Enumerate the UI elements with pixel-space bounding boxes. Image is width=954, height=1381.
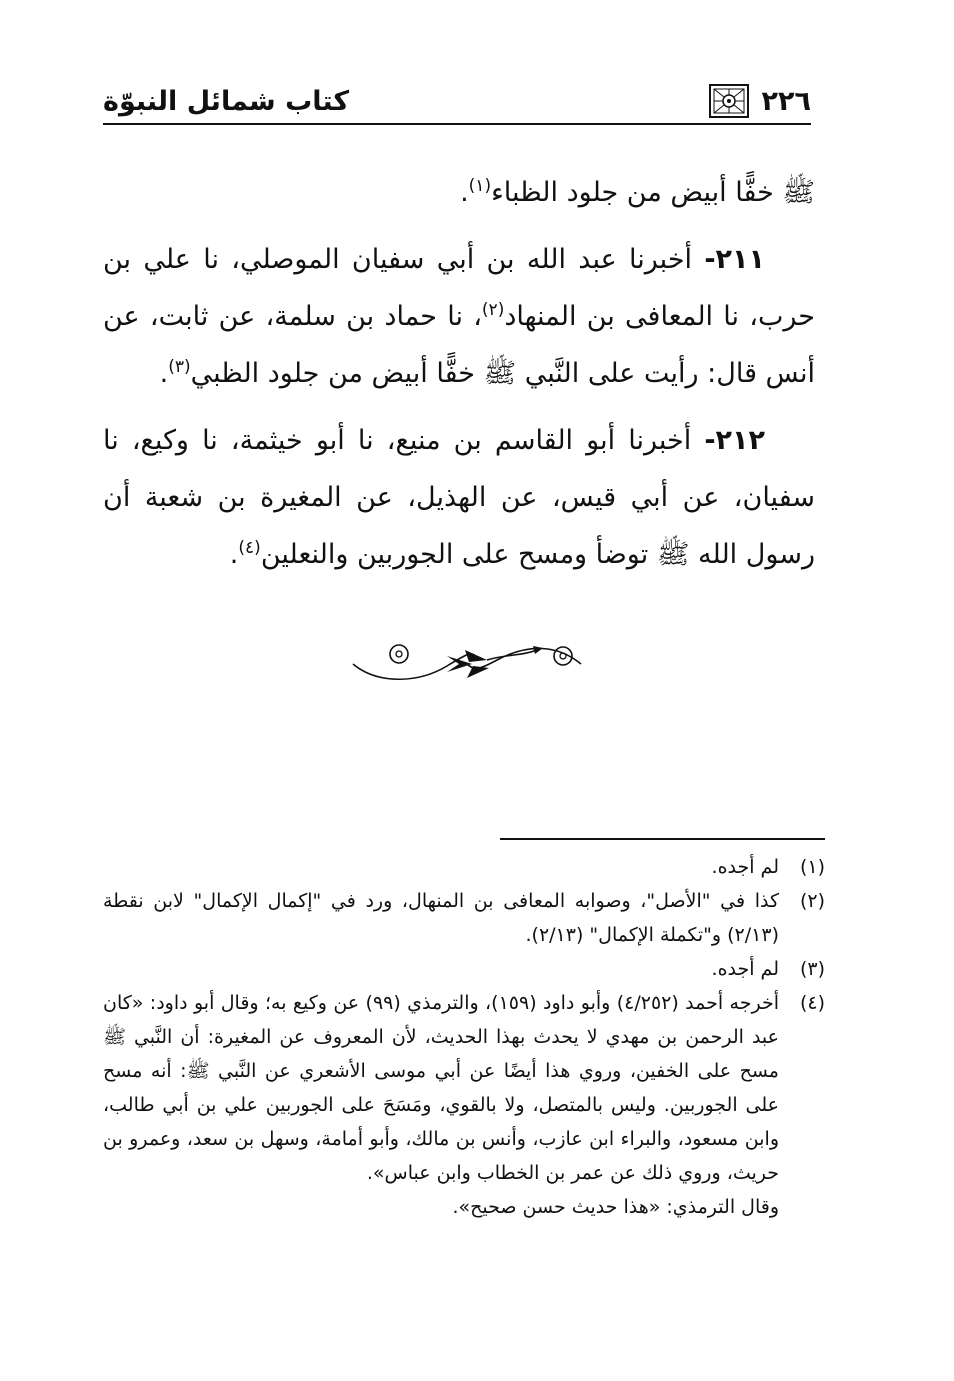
page-header [103, 82, 811, 122]
paragraph-1 [103, 164, 815, 221]
footnotes [103, 850, 825, 1224]
footnote-number: (٤) [799, 992, 825, 1014]
book-title: كتاب شمائل النبوّة [103, 86, 350, 117]
footnote-2 [103, 884, 825, 952]
paragraph-1-text: ﷺ خفًّا أبيض من جلود الظباء [491, 177, 815, 208]
footnote-text: لم أجده. [711, 856, 779, 878]
footnote-3 [103, 952, 825, 986]
section-divider-ornament-icon [347, 636, 587, 692]
footnote-number: (٢) [799, 890, 825, 912]
hadith-212-end: . [229, 539, 239, 570]
footnote-text: أخرجه أحمد (٤/٢٥٢) وأبو داود (١٥٩)، والترمذي (٩٩) عن وكيع به؛ وقال أبو داود: «كان عبد الرحمن بن مهدي لا يحدث بهذا الحديث، لأن المعروف عن المغيرة: أن النَّبي ﷺ مسح على الخفين، وروي هذا أيضًا عن أبي موسى الأشعري عن النَّبي ﷺ: أنه مسح على الجوربين. وليس بالمتصل، ولا بالقوي، ومَسَحَ على الجوربين علي بن أبي طالب، وابن مسعود، والبراء ابن عازب، وأنس بن مالك، وأبو أمامة، وسهل بن سعد، وعمرو بن حريث، وروي ذلك عن عمر بن الخطاب وابن عباس». [103, 992, 779, 1184]
hadith-212 [103, 412, 815, 583]
hadith-211-text-a: أخبرنا عبد الله بن أبي سفيان الموصلي، نا علي بن حرب، نا المعافى بن المنهاد [103, 244, 815, 332]
hadith-number-212: ٢١٢- [704, 425, 765, 456]
footnote-4 [103, 986, 825, 1190]
footnote-text: لم أجده. [711, 958, 779, 980]
footnote-number [779, 1190, 825, 1224]
hadith-211-end: . [159, 358, 169, 389]
footnote-text: وقال الترمذي: «هذا حديث حسن صحيح». [452, 1196, 779, 1218]
hadith-212-text: أخبرنا أبو القاسم بن منيع، نا أبو خيثمة، نا وكيع، نا سفيان، عن أبي قيس، عن الهذيل، عن المغيرة بن شعبة أن رسول الله ﷺ توضأ ومسح على الجوربين والنعلين [103, 425, 815, 570]
footnote-ref-2: (٢) [481, 300, 505, 320]
hadith-number-211: ٢١١- [704, 244, 765, 275]
footnote-rule [500, 838, 825, 840]
main-text [103, 164, 815, 593]
footnote-4-continued [103, 1190, 825, 1224]
header-rule [103, 123, 811, 125]
hadith-211-text-b: ، نا حماد بن سلمة، عن ثابت، عن أنس قال: رأيت على النَّبي ﷺ خفًّا أبيض من جلود الظبي [103, 301, 815, 389]
footnote-number: (١) [799, 856, 825, 878]
footnote-number: (٣) [799, 958, 825, 980]
page-number: ٢٢٦ [761, 86, 811, 117]
paragraph-1-end: . [460, 177, 469, 208]
footnote-text: كذا في "الأصل"، وصوابه المعافى بن المنهال، ورد في "إكمال الإكمال" لابن نقطة (٢/١٣) و"تكملة الإكمال" (٢/١٣). [103, 890, 779, 946]
hadith-211 [103, 231, 815, 402]
footnote-1 [103, 850, 825, 884]
footnote-ref-1: (١) [468, 176, 492, 196]
header-ornament-icon [709, 84, 749, 118]
footnote-ref-3: (٣) [168, 357, 191, 377]
footnote-ref-4: (٤) [238, 538, 261, 558]
